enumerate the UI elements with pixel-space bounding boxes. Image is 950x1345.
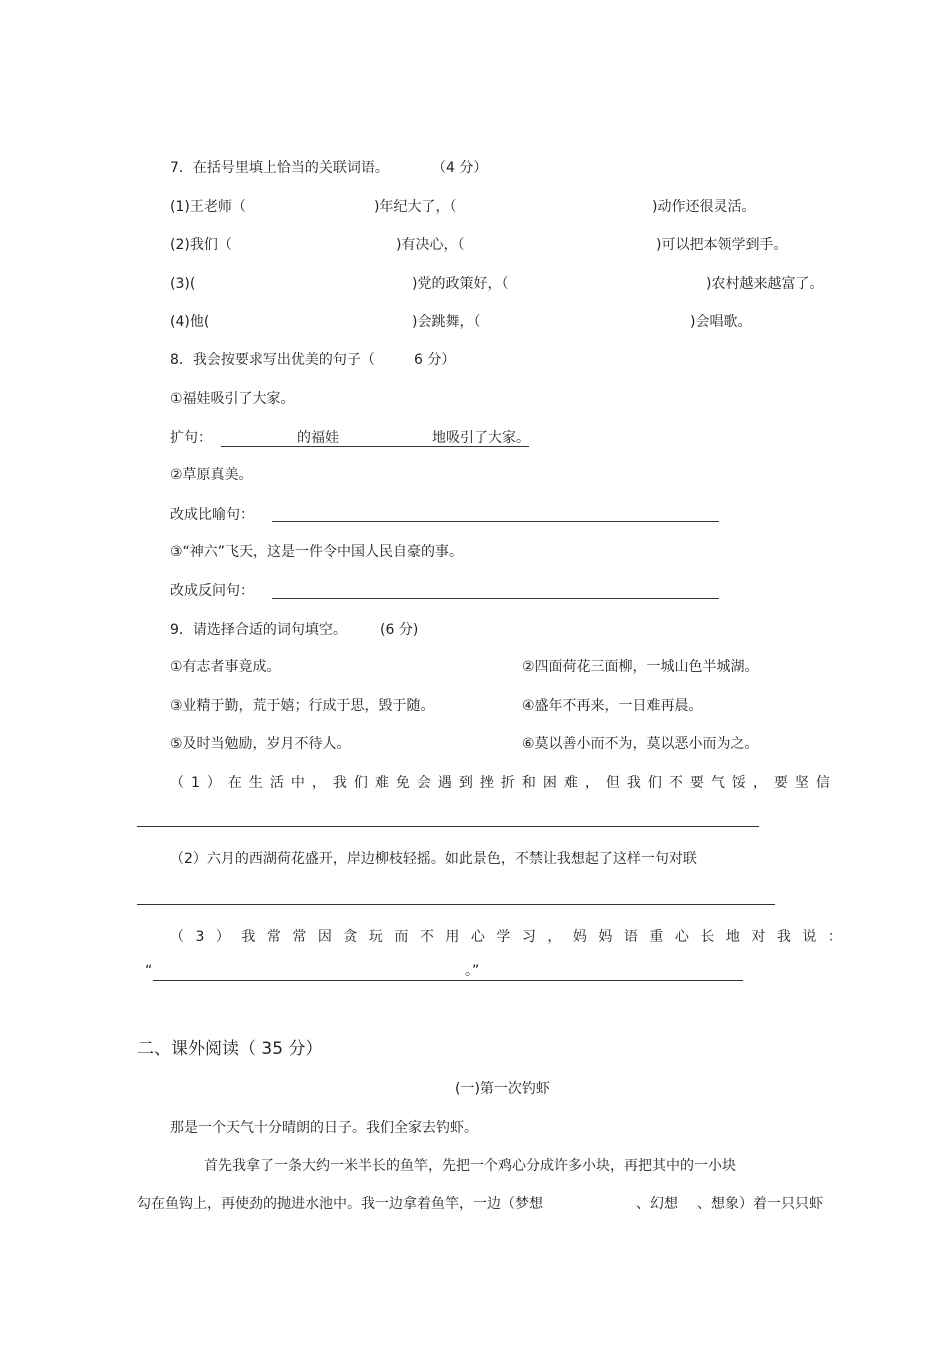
q7-item-1-end: )动作还很灵活。 (652, 199, 756, 215)
q9-prompt-3: （3）我常常因贪玩而不用心学习，妈妈语重心长地对我说： (170, 929, 854, 945)
q7-item-2-middle: )有决心，（ (396, 237, 465, 253)
q8-sentence-3: ③“神六”飞天，这是一件令中国人民自豪的事。 (170, 544, 464, 560)
q9-option-3: ③业精于勤，荒于嬉；行成于思，毁于随。 (170, 698, 435, 714)
q8-sentence-2: ②草原真美。 (170, 467, 253, 483)
q7-item-1-start: (1)王老师（ (170, 199, 246, 215)
section-2-heading: 二、课外阅读（ 35 分） (137, 1039, 323, 1059)
passage-title: (一)第一次钓虾 (455, 1081, 550, 1097)
q9-option-5: ⑤及时当勉励，岁月不待人。 (170, 736, 351, 752)
q8-rhetorical-answer-line[interactable] (272, 598, 719, 599)
q9-answer-line-3[interactable] (153, 980, 743, 981)
q7-item-3-middle: )党的政策好，（ (412, 276, 509, 292)
q9-prompt-2: （2）六月的西湖荷花盛开，岸边柳枝轻摇。如此景色，不禁让我想起了这样一句对联 (170, 851, 697, 867)
q7-item-3-start: (3)( (170, 276, 196, 292)
q9-option-6: ⑥莫以善小而不为，莫以恶小而为之。 (522, 736, 759, 752)
q7-item-1-middle: )年纪大了，（ (374, 199, 457, 215)
q8-expand-end: 地吸引了大家。 (432, 430, 530, 446)
q7-item-3-end: )农村越来越富了。 (706, 276, 824, 292)
q7-item-4-end: )会唱歌。 (690, 314, 752, 330)
q9-option-4: ④盛年不再来，一日难再晨。 (522, 698, 703, 714)
q9-score: (6 分) (380, 622, 419, 638)
passage-paragraph-2-line-2c: 、想象）着一只只虾 (697, 1196, 823, 1212)
q9-option-2: ②四面荷花三面柳，一城山色半城湖。 (522, 659, 759, 675)
q7-score: （4 分） (432, 160, 488, 176)
q7-item-2-start: (2)我们（ (170, 237, 232, 253)
q9-answer-line-2[interactable] (137, 904, 775, 905)
passage-paragraph-2-line-2a: 勾在鱼钩上，再使劲的抛进水池中。我一边拿着鱼竿，一边（梦想 (137, 1196, 543, 1212)
q8-score: 6 分） (414, 352, 456, 368)
q8-expand-middle: 的福娃 (297, 430, 339, 446)
q9-answer-line-1[interactable] (137, 826, 759, 827)
q8-simile-answer-line[interactable] (272, 521, 719, 522)
q8-expand-label: 扩句： (170, 430, 212, 446)
q8-title: 8．我会按要求写出优美的句子（ (170, 352, 375, 368)
q7-item-2-end: )可以把本领学到手。 (656, 237, 788, 253)
q7-title: 7．在括号里填上恰当的关联词语。 (170, 160, 389, 176)
q9-quote-close: 。” (465, 963, 480, 979)
q9-prompt-1: （1）在生活中，我们难免会遇到挫折和困难，但我们不要气馁，要坚信 (170, 775, 837, 791)
q7-item-4-start: (4)他( (170, 314, 210, 330)
passage-paragraph-2-line-2b: 、幻想 (636, 1196, 678, 1212)
q8-simile-label: 改成比喻句： (170, 507, 254, 523)
q8-sentence-1: ①福娃吸引了大家。 (170, 391, 295, 407)
passage-paragraph-1: 那是一个天气十分晴朗的日子。我们全家去钓虾。 (170, 1120, 478, 1136)
q8-rhetorical-label: 改成反问句： (170, 583, 254, 599)
q9-title: 9．请选择合适的词句填空。 (170, 622, 347, 638)
q9-option-1: ①有志者事竟成。 (170, 659, 281, 675)
q7-item-4-middle: )会跳舞，（ (412, 314, 481, 330)
passage-paragraph-2-line-1: 首先我拿了一条大约一米半长的鱼竿，先把一个鸡心分成许多小块，再把其中的一小块 (204, 1158, 736, 1174)
q9-quote-open: “ (145, 963, 153, 979)
